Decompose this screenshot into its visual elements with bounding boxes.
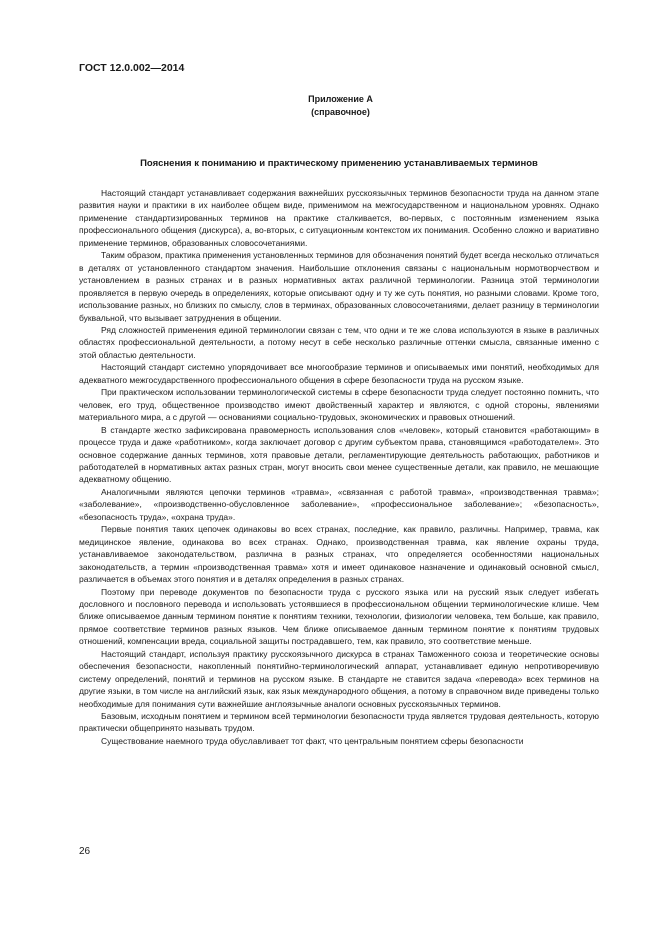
body-text [79, 187, 599, 747]
paragraph: При практическом использовании терминологической системы в сфере безопасности труда следует постоянно помнить, что человек, его труд, общественное производство имеют двойственный характер и являются, с одной стороны, явлениями материального мира, а с другой — основаниями социально-трудовых, экономических и правовых отношений. [79, 387, 599, 423]
paragraph: Настоящий стандарт устанавливает содержания важнейших русскоязычных терминов безопасности труда на данном этапе развития науки и практики в их наиболее общем виде, применимом на межгосударственном и национальном уровнях. Однако применение стандартизированных терминов на практике сталкивается, во-первых, с постоянным изменением языка профессионального общения (дискурса), а, во-вторых, с ситуационным контекстом их понимания. Особенно сложно и вариативно применение терминов, образованных словосочетаниями. [79, 188, 599, 248]
section-title: Пояснения к пониманию и практическому применению устанавливаемых терминов [140, 158, 538, 169]
document-header: ГОСТ 12.0.002—2014 [79, 62, 185, 74]
paragraph: Настоящий стандарт системно упорядочивает все многообразие терминов и описываемых ими понятий, необходимых для адекватного межгосударственного профессионального общения в сфере безопасности труда на русском языке. [79, 362, 599, 385]
annex-type: (справочное) [311, 106, 370, 117]
annex-heading [0, 93, 661, 118]
paragraph: Первые понятия таких цепочек одинаковы во всех странах, последние, как правило, различны. Например, травма, как медицинское явление, одинакова во всех странах. Однако, производственная травма, как явление охраны труда, устанавливаемое законодательством, различна в разных странах, что определяется особенностями национальных законодательств, а термин «производственная травма» хотя и имеет одинаковое назначение и одинаковый основной смысл, различается в объемах этого понятия и в деталях определения в разных странах. [79, 524, 599, 585]
paragraph: Аналогичными являются цепочки терминов «травма», «связанная с работой травма», «производственная травма»; «заболевание», «производственно-обусловленное заболевание», «профессиональное заболевание»; «безопасность», «безопасность труда», «охрана труда». [79, 486, 599, 522]
paragraph: Базовым, исходным понятием и термином всей терминологии безопасности труда является трудовая деятельность, которую практически общепринято называть трудом. [79, 711, 599, 734]
paragraph: Поэтому при переводе документов по безопасности труда с русского языка или на русский язык следует избегать дословного и пословного перевода и использовать устоявшиеся в профессиональном общении терминологические клише. Чем ближе описываемое данным термином понятие к понятиям техники, технологии, физиологии человека, тем больше, как правило, прямое соответствие терминов разных языков. Чем ближе описываемое данным термином понятие к понятиям трудовых отношений, компенсации вреда, социальной защиты пострадавшего, тем, как правило, это соответствие меньше. [79, 586, 599, 647]
paragraph: Ряд сложностей применения единой терминологии связан с тем, что одни и те же слова используются в языке в различных областях профессиональной деятельности, а потому несут в себе несколько различные оттенки смысла, связанные именно с этой областью деятельности. [79, 324, 599, 360]
page-number: 26 [79, 846, 91, 857]
paragraph: Существование наемного труда обуславливает тот факт, что центральным понятием сферы безопасности [101, 735, 524, 746]
annex-title: Приложение А [308, 94, 373, 104]
paragraph: Таким образом, практика применения установленных терминов для обозначения понятий будет всегда несколько отличаться в деталях от установленного стандартом значения. Наибольшие отклонения связаны с национальным нормотворчеством и установлением в разных странах и в разных нормативных актах различной терминологии. Разница этой терминологии проявляется в первую очередь в определениях, которые описывают одну и ту же суть понятия, но разными словами. Кроме того, использование разных, но близких по смыслу, слов в терминах, образованных словосочетаниями, делает разницу в терминологии буквальной, что вызывает затруднения в общении. [79, 250, 599, 323]
paragraph: Настоящий стандарт, используя практику русскоязычного дискурса в странах Таможенного союза и теоретические основы обеспечения безопасности, накопленный понятийно-терминологический аппарат, устанавливает единую непротиворечивую систему определений, понятий и терминов на русском языке. В стандарте не ставится задача «перевода» всех терминов на другие языки, в том числе на английский язык, как язык международного общения, а потому в справочном виде приведены только необходимые для понимания сути важнейшие англоязычные аналоги основных русскоязычных терминов. [79, 648, 599, 709]
paragraph: В стандарте жестко зафиксирована правомерность использования слов «человек», который становится «работающим» в процессе труда и даже «работником», когда заключает договор с другим субъектом права, становящимся «работодателем». Это основное содержание данных терминов, хотя правовые детали, регламентирующие деятельность работающих, работников и работодателей в нормативных актах разных стран, могут вносить свои менее существенные детали, как правило, не мешающие адекватному общению. [79, 424, 599, 485]
